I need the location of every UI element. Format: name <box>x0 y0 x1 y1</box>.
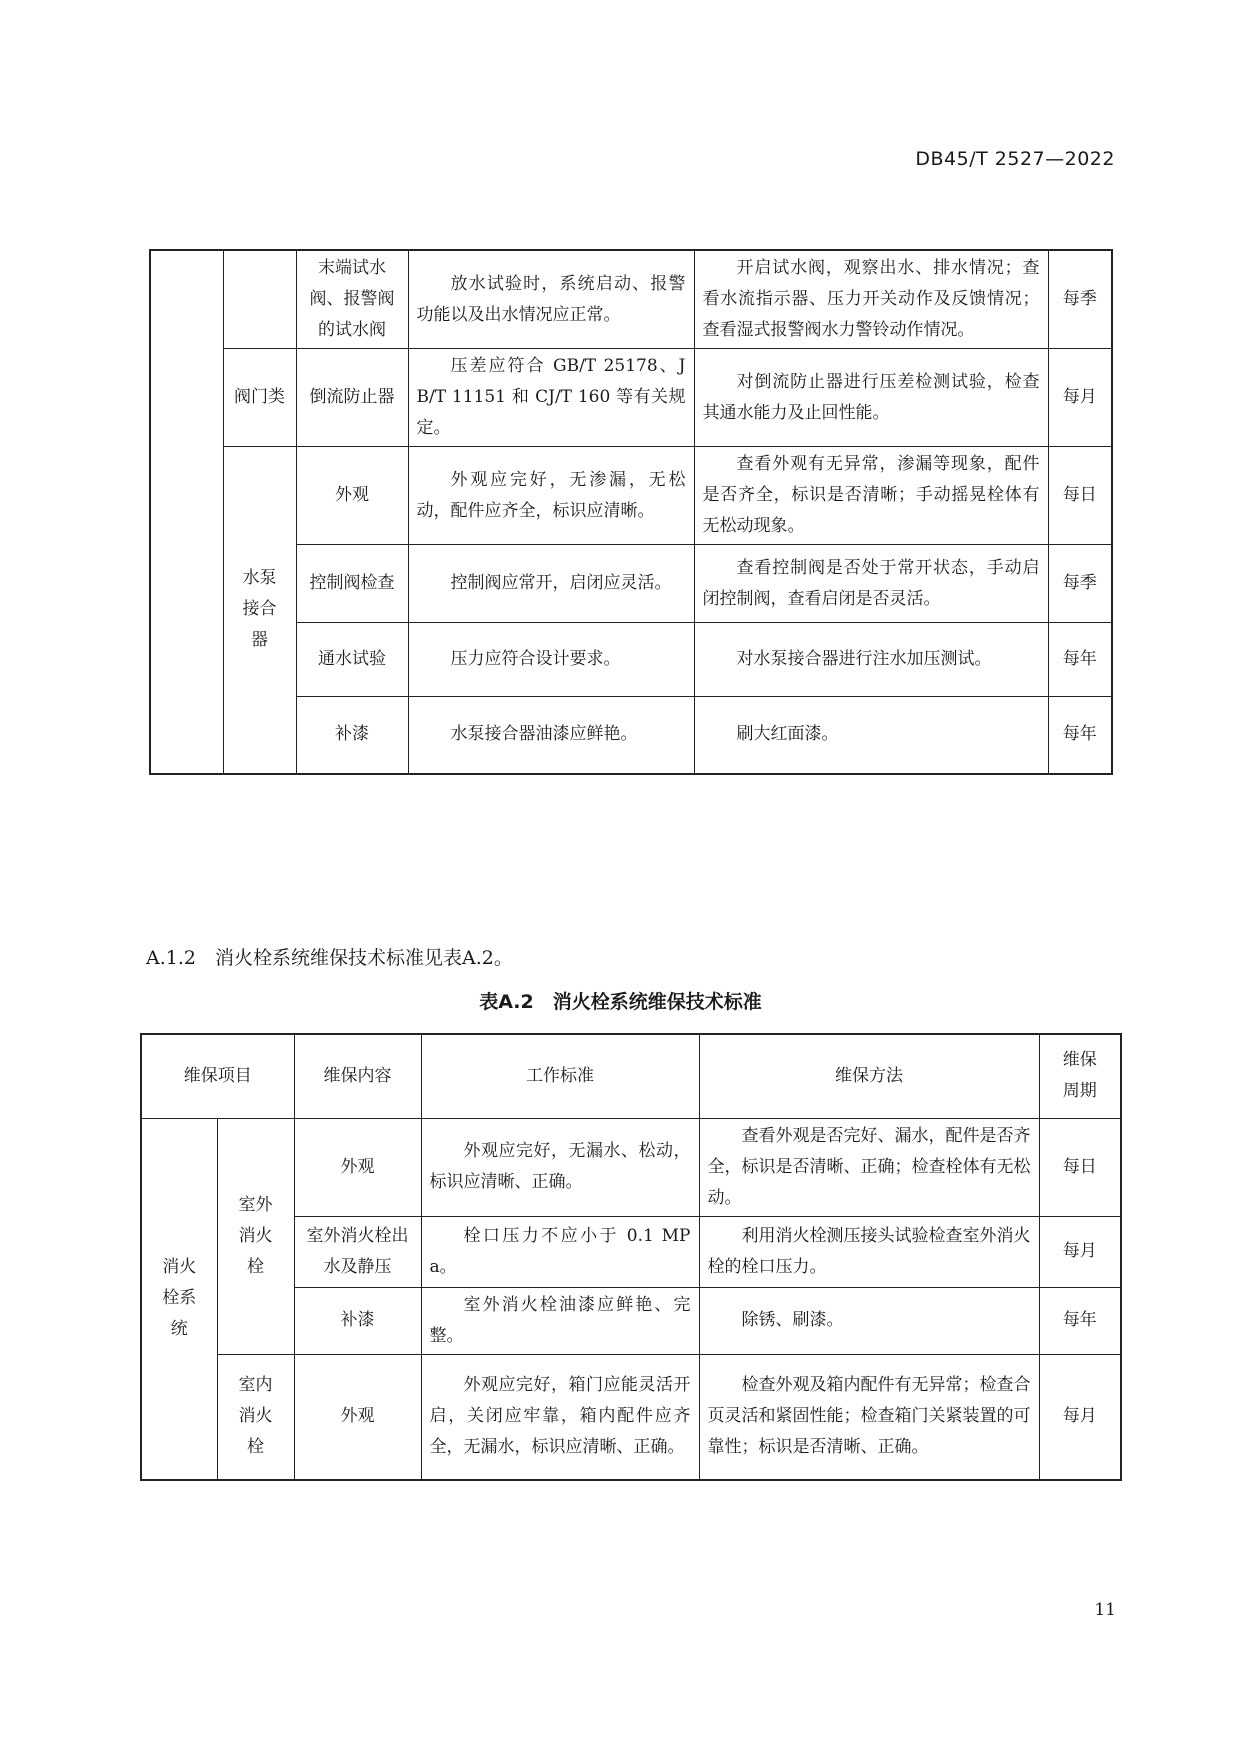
standard-cell: 控制阀应常开，启闭应灵活。 <box>408 545 694 623</box>
empty-cell <box>223 250 296 349</box>
method-cell: 查看控制阀是否处于常开状态，手动启闭控制阀，查看启闭是否灵活。 <box>694 545 1048 623</box>
category-cell: 水泵接合器 <box>223 447 296 774</box>
content-cell: 外观 <box>294 1354 421 1480</box>
standard-cell: 压力应符合设计要求。 <box>408 623 694 697</box>
clause-text: A.1.2 消火栓系统维保技术标准见表A.2。 <box>146 947 513 969</box>
header-content: 维保内容 <box>294 1034 421 1118</box>
item-cell: 通水试验 <box>296 623 408 697</box>
method-cell: 利用消火栓测压接头试验检查室外消火栓的栓口压力。 <box>699 1216 1039 1287</box>
period-cell: 每年 <box>1048 697 1112 774</box>
item-cell: 倒流防止器 <box>296 349 408 447</box>
group-cell: 室内消火栓 <box>217 1354 294 1480</box>
method-cell: 开启试水阀，观察出水、排水情况；查看水流指示器、压力开关动作及反馈情况；查看湿式报警阀水力警铃动作情况。 <box>694 250 1048 349</box>
item-cell: 外观 <box>296 447 408 545</box>
method-cell: 刷大红面漆。 <box>694 697 1048 774</box>
period-cell: 每日 <box>1048 447 1112 545</box>
group-cell: 室外消火栓 <box>217 1118 294 1354</box>
method-cell: 对水泵接合器进行注水加压测试。 <box>694 623 1048 697</box>
standard-cell: 外观应完好，箱门应能灵活开启，关闭应牢靠，箱内配件应齐全，无漏水，标识应清晰、正确。 <box>421 1354 699 1480</box>
standard-cell: 外观应完好，无渗漏，无松动，配件应齐全，标识应清晰。 <box>408 447 694 545</box>
standard-cell: 栓口压力不应小于 0.1 MPa。 <box>421 1216 699 1287</box>
method-cell: 对倒流防止器进行压差检测试验，检查其通水能力及止回性能。 <box>694 349 1048 447</box>
document-code: DB45/T 2527—2022 <box>915 148 1115 170</box>
header-method: 维保方法 <box>699 1034 1039 1118</box>
header-standard: 工作标准 <box>421 1034 699 1118</box>
item-cell: 补漆 <box>296 697 408 774</box>
content-cell: 补漆 <box>294 1287 421 1354</box>
table-header-row <box>141 1034 1121 1118</box>
header-period: 维保周期 <box>1039 1034 1121 1118</box>
table-row <box>150 250 1112 349</box>
content-cell: 室外消火栓出水及静压 <box>294 1216 421 1287</box>
period-cell: 每日 <box>1039 1118 1121 1216</box>
page-number: 11 <box>1094 1600 1116 1620</box>
period-cell: 每年 <box>1048 623 1112 697</box>
standard-cell: 压差应符合 GB/T 25178、JB/T 11151 和 CJ/T 160 等有关规定。 <box>408 349 694 447</box>
system-cell: 消火栓系统 <box>141 1118 217 1480</box>
method-cell: 查看外观有无异常，渗漏等现象，配件是否齐全，标识是否清晰；手动摇晃栓体有无松动现象。 <box>694 447 1048 545</box>
table-a2 <box>140 1033 1122 1481</box>
standard-cell: 水泵接合器油漆应鲜艳。 <box>408 697 694 774</box>
standard-cell: 放水试验时，系统启动、报警功能以及出水情况应正常。 <box>408 250 694 349</box>
method-cell: 检查外观及箱内配件有无异常；检查合页灵活和紧固性能；检查箱门关紧装置的可靠性；标识是否清晰、正确。 <box>699 1354 1039 1480</box>
standard-cell: 室外消火栓油漆应鲜艳、完整。 <box>421 1287 699 1354</box>
period-cell: 每月 <box>1048 349 1112 447</box>
content-cell: 外观 <box>294 1118 421 1216</box>
item-cell: 控制阀检查 <box>296 545 408 623</box>
empty-cell <box>150 250 223 774</box>
table-row <box>150 349 1112 447</box>
period-cell: 每月 <box>1039 1354 1121 1480</box>
table-row <box>141 1118 1121 1216</box>
period-cell: 每月 <box>1039 1216 1121 1287</box>
period-cell: 每年 <box>1039 1287 1121 1354</box>
method-cell: 查看外观是否完好、漏水，配件是否齐全，标识是否清晰、正确；检查栓体有无松动。 <box>699 1118 1039 1216</box>
header-project: 维保项目 <box>141 1034 294 1118</box>
table-row <box>150 447 1112 545</box>
table-row <box>141 1354 1121 1480</box>
category-cell: 阀门类 <box>223 349 296 447</box>
method-cell: 除锈、刷漆。 <box>699 1287 1039 1354</box>
table-title: 表A.2 消火栓系统维保技术标准 <box>479 991 762 1013</box>
standard-cell: 外观应完好，无漏水、松动，标识应清晰、正确。 <box>421 1118 699 1216</box>
period-cell: 每季 <box>1048 545 1112 623</box>
item-cell: 末端试水阀、报警阀的试水阀 <box>296 250 408 349</box>
table-a1-continued <box>149 249 1113 775</box>
period-cell: 每季 <box>1048 250 1112 349</box>
